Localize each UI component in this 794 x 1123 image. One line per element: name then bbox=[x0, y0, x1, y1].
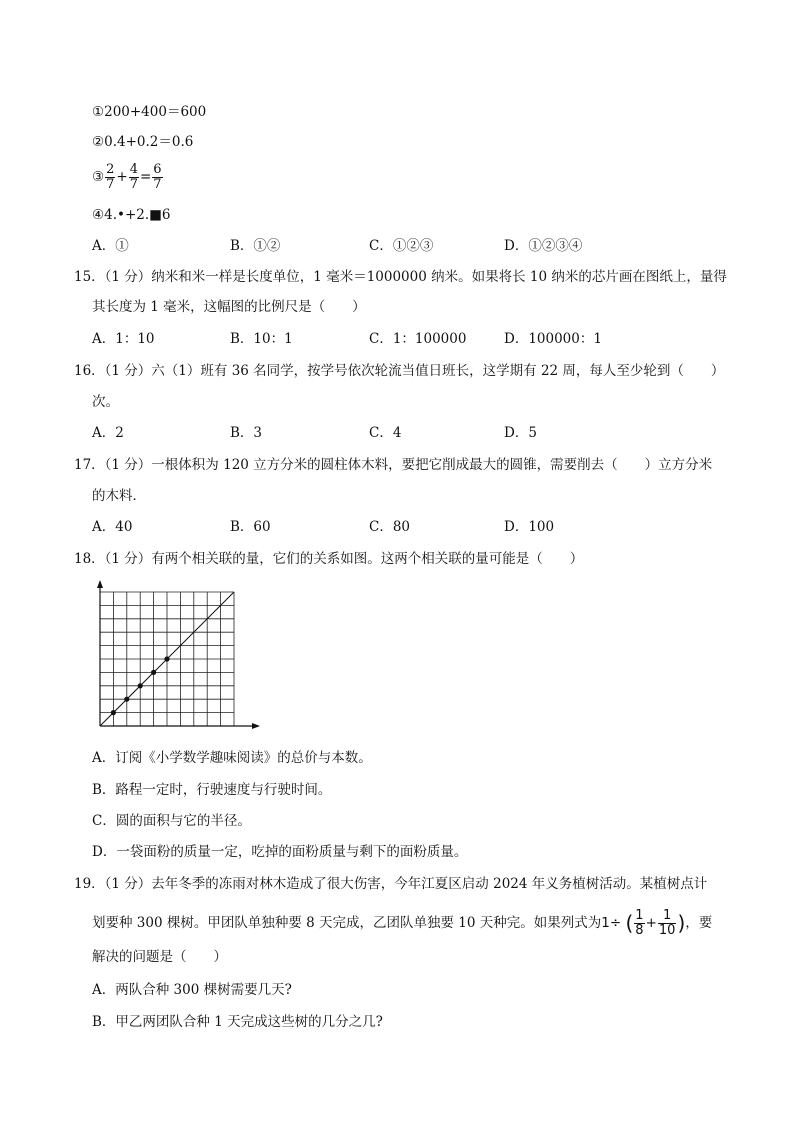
x-axis-arrow-icon bbox=[252, 723, 260, 729]
q17-option-b[interactable]: B．60 bbox=[230, 519, 271, 535]
q18-text: 18．（1 分）有两个相关联的量，它们的关系如图。这两个相关联的量可能是（ ） bbox=[74, 551, 584, 567]
q19-text-line-3: 解决的问题是（ ） bbox=[92, 949, 227, 965]
q16-option-a[interactable]: A．2 bbox=[92, 425, 124, 441]
q19-option-b[interactable]: B．甲乙两团队合种 1 天完成这些树的几分之几? bbox=[92, 1014, 383, 1030]
q14-item-2: ②0.4+0.2＝0.6 bbox=[92, 134, 194, 150]
q16-option-c[interactable]: C．4 bbox=[369, 425, 402, 441]
data-point bbox=[164, 656, 169, 661]
fraction: $\frac{6}{7}$ bbox=[153, 162, 162, 192]
q14-item-1: ①200+400＝600 bbox=[92, 104, 207, 120]
q18-option-d[interactable]: D．一袋面粉的质量一定，吃掉的面粉质量与剩下的面粉质量。 bbox=[92, 844, 468, 860]
q19-text-line-2 bbox=[92, 906, 712, 940]
q16-text-line-1: 16．（1 分）六（1）班有 36 名同学，按学号依次轮流当值日班长，这学期有 22 周，每人至少轮到（ ） bbox=[74, 363, 725, 379]
q14-item-3 bbox=[92, 160, 164, 194]
q15-option-a[interactable]: A．1：10 bbox=[92, 331, 155, 347]
q14-item-3-prefix: ③ bbox=[92, 169, 105, 185]
q19-text-line-1: 19．（1 分）去年冬季的冻雨对林木造成了很大伤害，今年江夏区启动 2024 年义务植树活动。某植树点计 bbox=[74, 876, 708, 892]
q15-option-c[interactable]: C．1：100000 bbox=[369, 331, 467, 347]
q15-option-b[interactable]: B．10：1 bbox=[230, 331, 293, 347]
y-axis-arrow-icon bbox=[97, 580, 103, 588]
plus-sign: + bbox=[116, 169, 128, 185]
q17-option-c[interactable]: C．80 bbox=[369, 519, 411, 535]
q19-option-a[interactable]: A．两队合种 300 棵树需要几天? bbox=[92, 982, 292, 998]
data-point bbox=[111, 710, 116, 715]
data-point bbox=[138, 683, 143, 688]
q17-text-line-2: 的木料． bbox=[92, 488, 146, 504]
fraction: $\frac{1}{10}$ bbox=[658, 907, 676, 938]
q17-text-line-1: 17．（1 分）一根体积为 120 立方分米的圆柱体木料，要把它削成最大的圆锥，需要削去（ ）立方分米 bbox=[74, 457, 713, 473]
q19-text-line-2-post: ，要 bbox=[685, 915, 713, 931]
q18-option-c[interactable]: C．圆的面积与它的半径。 bbox=[92, 813, 251, 829]
q14-option-a[interactable]: A．① bbox=[92, 238, 129, 254]
q19-formula: 1÷ ( $\frac{1}{8}$ + $\frac{1}{10}$ ) bbox=[601, 907, 686, 938]
q16-option-b[interactable]: B．3 bbox=[230, 425, 263, 441]
q14-option-b[interactable]: B．①② bbox=[230, 238, 281, 254]
q18-option-a[interactable]: A．订阅《小学数学趣味阅读》的总价与本数。 bbox=[92, 750, 372, 766]
q14-option-c[interactable]: C．①②③ bbox=[369, 238, 434, 254]
q14-item-4: ④4.•+2.■6 bbox=[92, 207, 171, 223]
equals-sign: = bbox=[139, 169, 152, 185]
data-point bbox=[124, 697, 129, 702]
q17-option-d[interactable]: D．100 bbox=[504, 519, 555, 535]
q15-text-line-1: 15．（1 分）纳米和米一样是长度单位，1 毫米＝1000000 纳米。如果将长 10 纳米的芯片画在图纸上，量得 bbox=[74, 269, 727, 285]
fraction: $\frac{4}{7}$ bbox=[129, 162, 138, 192]
q16-option-d[interactable]: D．5 bbox=[504, 425, 537, 441]
fraction: $\frac{2}{7}$ bbox=[106, 162, 115, 192]
q17-option-a[interactable]: A．40 bbox=[92, 519, 133, 535]
fraction: $\frac{1}{8}$ bbox=[635, 907, 644, 938]
data-point bbox=[151, 670, 156, 675]
q18-option-b[interactable]: B．路程一定时，行驶速度与行驶时间。 bbox=[92, 782, 332, 798]
q15-option-d[interactable]: D．100000：1 bbox=[504, 331, 602, 347]
q19-text-line-2-pre: 划要种 300 棵树。甲团队单独种要 8 天完成，乙团队单独要 10 天种完。如果列式为 bbox=[92, 915, 602, 931]
q18-relationship-graph bbox=[88, 578, 264, 734]
q16-text-line-2: 次。 bbox=[92, 394, 119, 410]
q15-text-line-2: 其长度为 1 毫米，这幅图的比例尺是（ ） bbox=[92, 299, 366, 315]
q14-option-d[interactable]: D．①②③④ bbox=[504, 238, 583, 254]
